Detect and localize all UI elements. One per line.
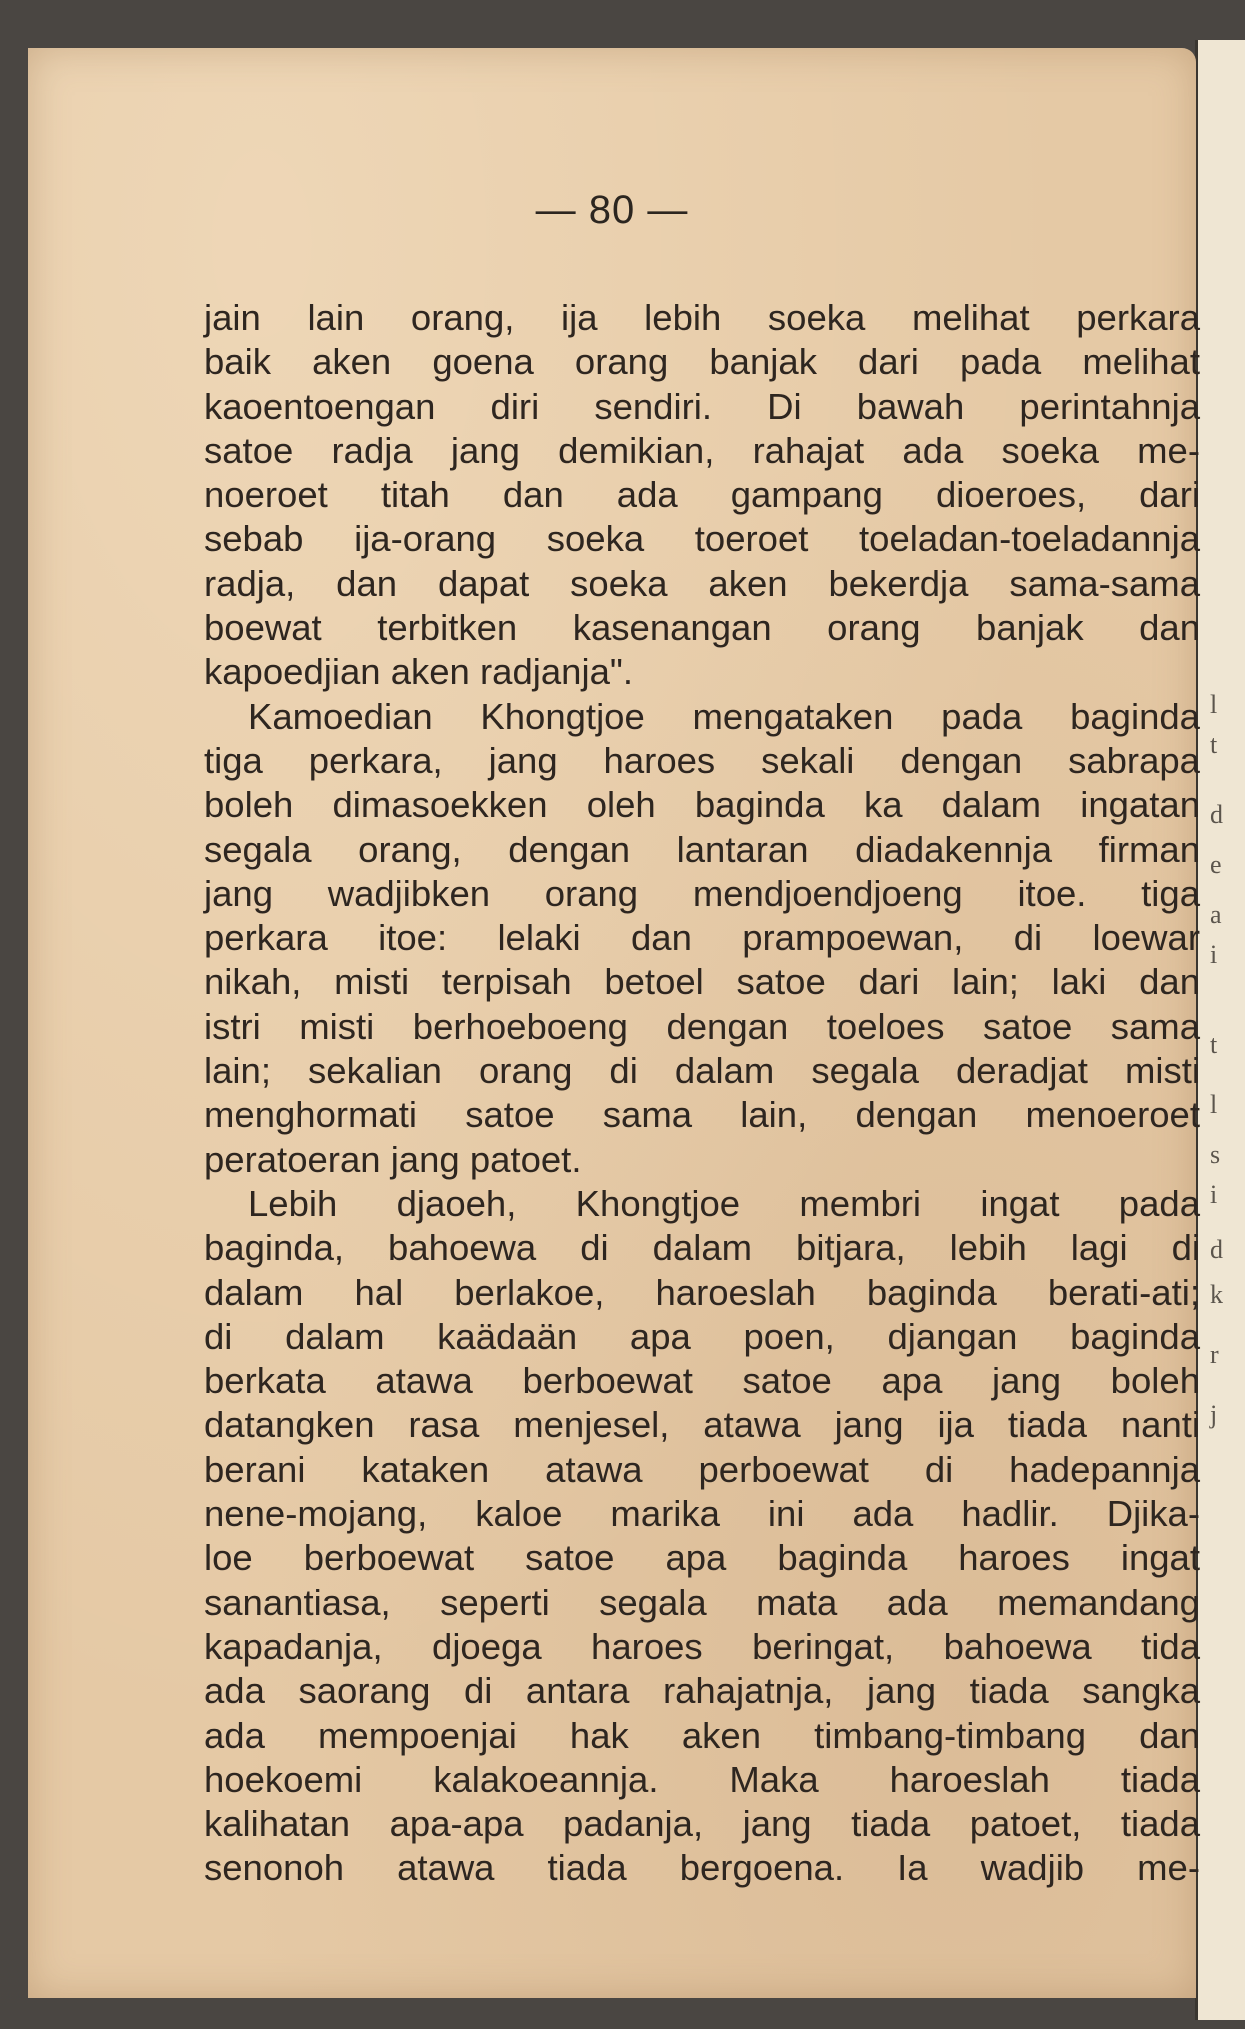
text-line: radja, dan dapat soeka aken bekerdja sama-sama xyxy=(204,562,1200,604)
text-line: hoekoemi kalakoeannja. Maka haroeslah tiada xyxy=(204,1758,1200,1800)
edge-letter: s xyxy=(1210,1140,1221,1169)
book-page xyxy=(28,48,1200,1998)
page-number: — 80 — xyxy=(535,188,689,232)
text-line: peratoeran jang patoet. xyxy=(204,1138,582,1180)
edge-letter: r xyxy=(1210,1340,1219,1369)
text-line: jain lain orang, ija lebih soeka melihat perkara xyxy=(204,297,1200,338)
text-line: baginda, bahoewa di dalam bitjara, lebih lagi di xyxy=(204,1227,1200,1269)
text-line: di dalam kaädaän apa poen, djangan baginda xyxy=(204,1315,1200,1357)
text-line: noeroet titah dan ada gampang dioeroes, dari xyxy=(204,474,1200,516)
text-line: tiga perkara, jang haroes sekali dengan sabrapa xyxy=(204,739,1200,781)
next-page-edge xyxy=(1195,40,1245,2020)
text-line: kalihatan apa-apa padanja, jang tiada patoet, tiada xyxy=(204,1803,1200,1845)
edge-letter: d xyxy=(1210,1235,1223,1264)
edge-letter: a xyxy=(1210,900,1222,929)
page-body-text xyxy=(204,296,1200,1891)
text-line: kapoedjian aken radjanja". xyxy=(204,651,633,693)
text-line: perkara itoe: lelaki dan prampoewan, di loewar xyxy=(204,917,1200,959)
text-line: jang wadjibken orang mendjoendjoeng itoe. tiga xyxy=(204,872,1200,914)
text-line: loe berboewat satoe apa baginda haroes ingat xyxy=(204,1537,1200,1579)
edge-letter: k xyxy=(1210,1280,1223,1309)
edge-letter: l xyxy=(1210,1090,1218,1119)
text-line: senonoh atawa tiada bergoena. Ia wadjib me- xyxy=(204,1847,1200,1889)
text-line: nikah, misti terpisah betoel satoe dari lain; laki dan xyxy=(204,961,1200,1003)
text-line: ada mempoenjai hak aken timbang-timbang dan xyxy=(204,1714,1200,1756)
edge-letter: i xyxy=(1210,1180,1218,1209)
text-line: kaoentoengan diri sendiri. Di bawah perintahnja xyxy=(204,385,1200,427)
text-line: Kamoedian Khongtjoe mengataken pada baginda xyxy=(248,695,1200,737)
text-line: baik aken goena orang banjak dari pada melihat xyxy=(204,341,1200,383)
text-line: nene-mojang, kaloe marika ini ada hadlir. Djika- xyxy=(204,1493,1200,1535)
edge-letter: e xyxy=(1210,850,1222,879)
text-line: ada saorang di antara rahajatnja, jang tiada sangka xyxy=(204,1670,1200,1712)
edge-letter: j xyxy=(1210,1400,1218,1429)
text-line: istri misti berhoeboeng dengan toeloes satoe sama xyxy=(204,1005,1200,1047)
text-line: sebab ija-orang soeka toeroet toeladan-toeladannja xyxy=(204,518,1200,560)
text-line: segala orang, dengan lantaran diadakennja firman xyxy=(204,828,1200,870)
edge-letter: d xyxy=(1210,800,1223,829)
text-line: boewat terbitken kasenangan orang banjak dan xyxy=(204,607,1200,649)
text-line: datangken rasa menjesel, atawa jang ija tiada nanti xyxy=(204,1404,1200,1446)
edge-letter: i xyxy=(1210,940,1218,969)
text-line: menghormati satoe sama lain, dengan menoeroet xyxy=(204,1094,1200,1136)
text-line: boleh dimasoekken oleh baginda ka dalam ingatan xyxy=(204,784,1200,826)
text-line: sanantiasa, seperti segala mata ada memandang xyxy=(204,1581,1200,1623)
text-line: berkata atawa berboewat satoe apa jang boleh xyxy=(204,1360,1200,1402)
edge-letter: t xyxy=(1210,1030,1218,1059)
text-line: Lebih djaoeh, Khongtjoe membri ingat pada xyxy=(248,1182,1200,1224)
text-line: kapadanja, djoega haroes beringat, bahoewa tida xyxy=(204,1625,1200,1667)
edge-letter: l xyxy=(1210,690,1218,719)
text-line: berani kataken atawa perboewat di hadepannja xyxy=(204,1448,1200,1490)
edge-letter: t xyxy=(1210,730,1218,759)
text-line: dalam hal berlakoe, haroeslah baginda berati-ati; xyxy=(204,1271,1200,1313)
text-line: lain; sekalian orang di dalam segala deradjat misti xyxy=(204,1050,1200,1092)
text-line: satoe radja jang demikian, rahajat ada soeka me- xyxy=(204,429,1200,471)
